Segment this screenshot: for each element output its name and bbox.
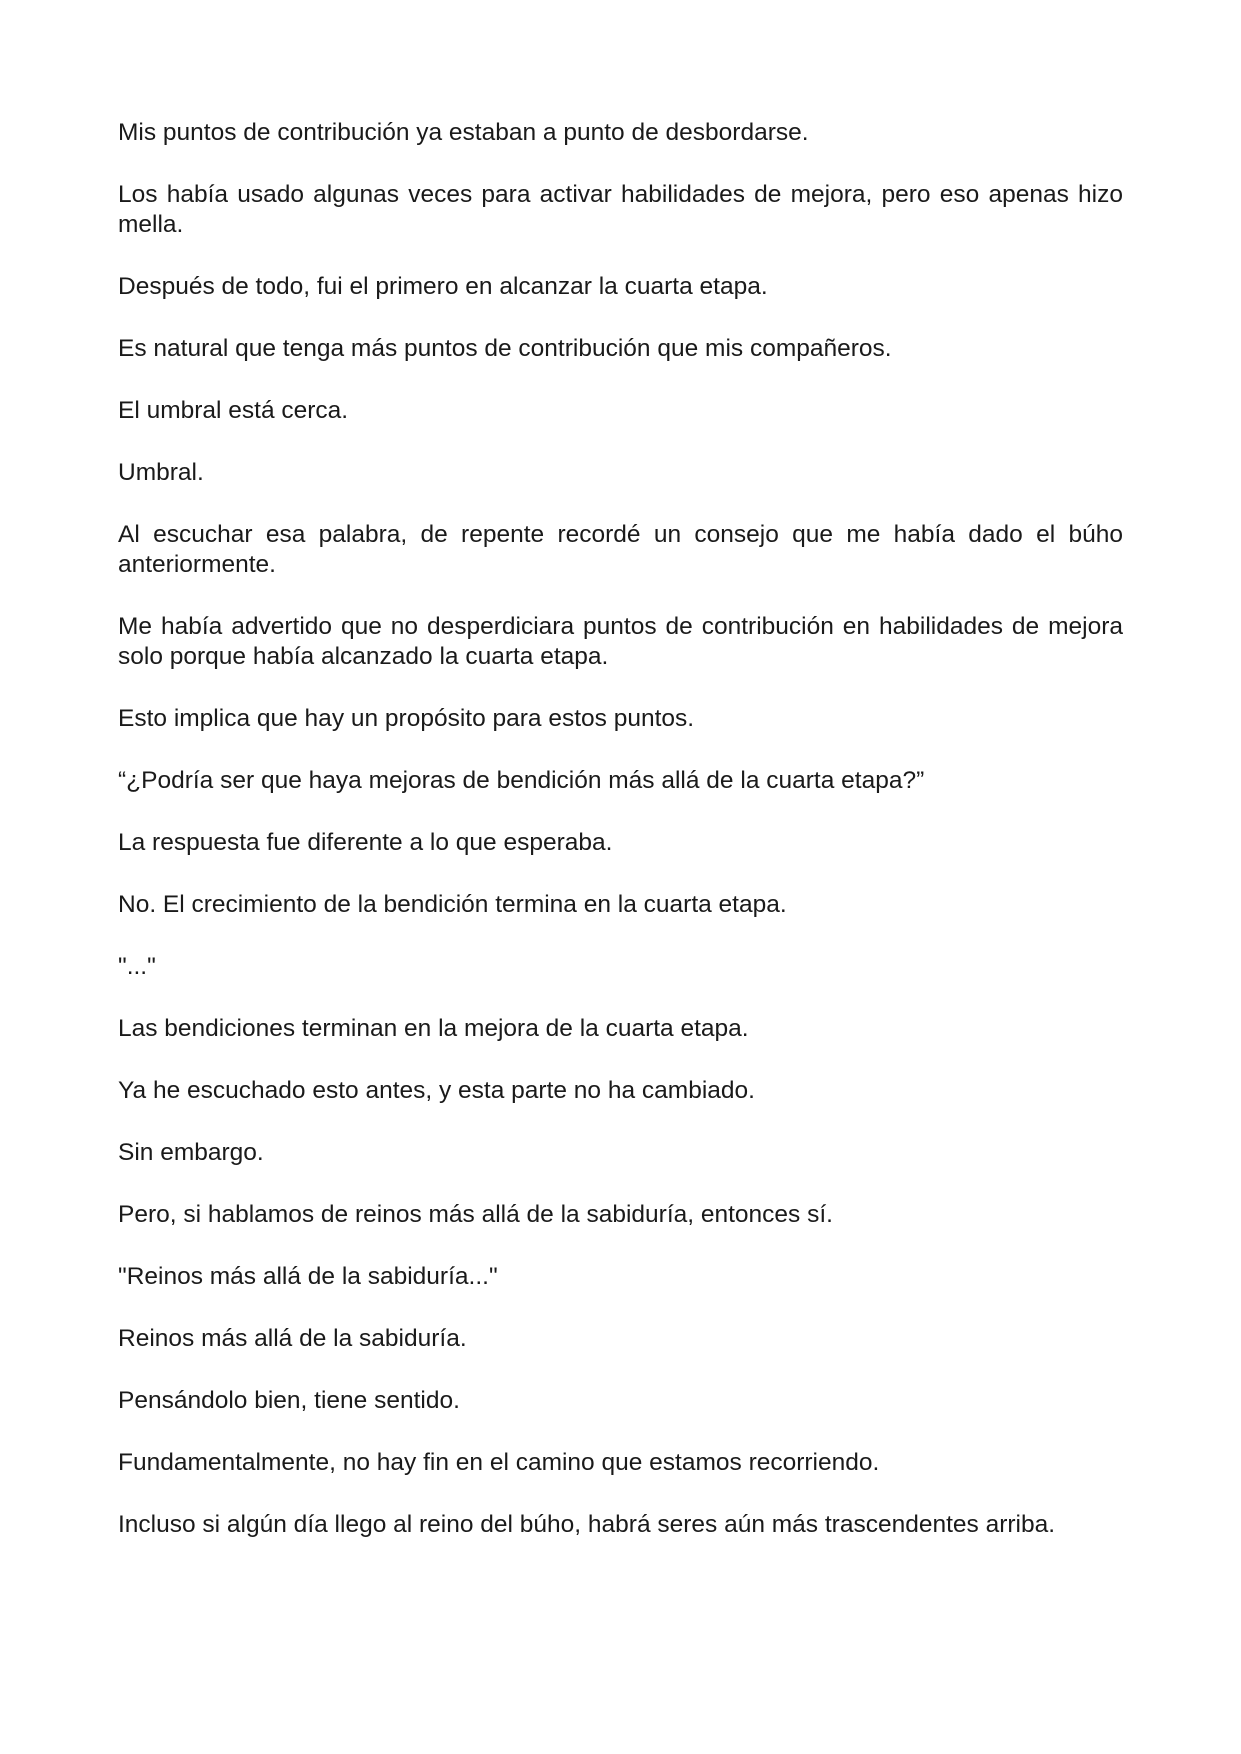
paragraph: Ya he escuchado esto antes, y esta parte no ha cambiado. [118,1077,755,1104]
paragraph: Esto implica que hay un propósito para estos puntos. [118,705,695,732]
paragraph: Después de todo, fui el primero en alcanzar la cuarta etapa. [118,273,768,300]
paragraph: Mis puntos de contribución ya estaban a punto de desbordarse. [118,119,809,146]
paragraph: Umbral. [118,459,204,486]
paragraph: Es natural que tenga más puntos de contribución que mis compañeros. [118,335,892,362]
paragraph: El umbral está cerca. [118,397,349,424]
paragraph: La respuesta fue diferente a lo que esperaba. [118,829,613,856]
dialogue-paragraph: "Reinos más allá de la sabiduría..." [118,1263,498,1290]
paragraph: Pero, si hablamos de reinos más allá de la sabiduría, entonces sí. [118,1201,833,1228]
paragraph: Reinos más allá de la sabiduría. [118,1325,467,1352]
paragraph: Me había advertido que no desperdiciara puntos de contribución en habilidades de mejora solo porque había alcanzado la cuarta etapa. [118,613,1123,670]
document-body [118,118,1123,1572]
paragraph: Al escuchar esa palabra, de repente recordé un consejo que me había dado el búho anteriormente. [118,521,1123,578]
paragraph: Fundamentalmente, no hay fin en el camino que estamos recorriendo. [118,1449,880,1476]
paragraph: Incluso si algún día llego al reino del búho, habrá seres aún más trascendentes arriba. [118,1511,1056,1538]
paragraph: Las bendiciones terminan en la mejora de la cuarta etapa. [118,1015,749,1042]
dialogue-paragraph: "..." [118,953,156,980]
dialogue-paragraph: “¿Podría ser que haya mejoras de bendición más allá de la cuarta etapa?” [118,767,925,794]
paragraph: Pensándolo bien, tiene sentido. [118,1387,460,1414]
paragraph: Los había usado algunas veces para activar habilidades de mejora, pero eso apenas hizo mella. [118,181,1123,238]
paragraph: No. El crecimiento de la bendición termina en la cuarta etapa. [118,891,787,918]
paragraph: Sin embargo. [118,1139,264,1166]
